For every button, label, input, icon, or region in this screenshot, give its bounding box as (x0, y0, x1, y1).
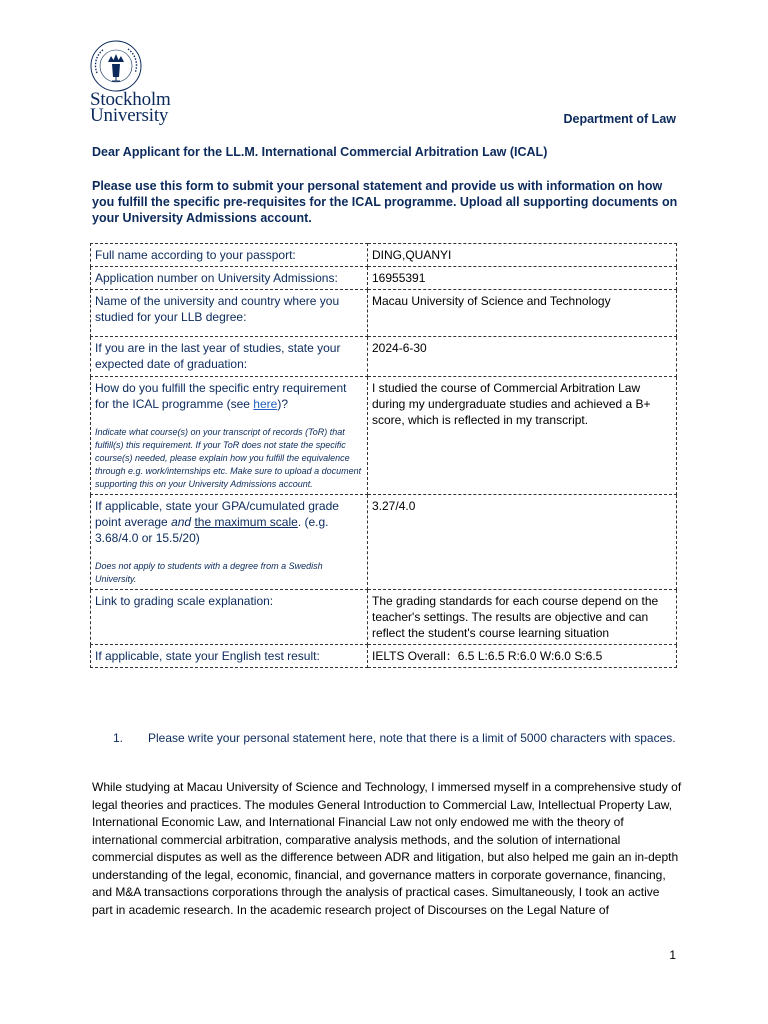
form-question: Name of the university and country where you studied for your LLB degree: (91, 290, 368, 337)
table-row (91, 267, 677, 290)
department-label: Department of Law (563, 112, 676, 126)
table-row (91, 590, 677, 645)
personal-statement-text: While studying at Macau University of Science and Technology, I immersed myself in a comprehensive study of legal theories and practices. The modules General Introduction to Commercial Law, Intellectual Property Law, International Economic Law, and International Financial Law not only endowed me with the theory of international commercial arbitration, comparative analysis methods, and the solution of international commercial disputes as well as the difference between ADR and litigation, but also helped me gain an in-depth understanding of the legal, economic, financial, and governance matters in corporate governance, financing, and M&A transactions corporations through the analysis of practical cases. Simultaneously, I took an active part in academic research. In the academic research project of Discourses on the Legal Nature of (92, 780, 682, 917)
form-question: Application number on University Admissions: (91, 267, 368, 290)
form-answer: Macau University of Science and Technology (368, 290, 677, 337)
university-name-wordmark: Stockholm University (90, 89, 171, 126)
form-answer: 2024-6-30 (368, 337, 677, 377)
entry-requirement-note: Indicate what course(s) on your transcript of records (ToR) that fulfill(s) this requirement. If your ToR does not state the specific course(s) needed, please explain how you fulfill the equivalence through e.g. work/internships etc. Make sure to upload a document supporting this on your University Admissions account. (95, 427, 362, 489)
form-question: If you are in the last year of studies, state your expected date of graduation: (91, 337, 368, 377)
page-number: 1 (669, 948, 676, 962)
entry-requirement-question: How do you fulfill the specific entry requirement for the ICAL programme (see here)? Indicate what course(s) on your transcript of records (ToR) that fulfill(s) this requirement. If your ToR does not state the specific course(s) needed, please explain how you fulfill the equivalence through e.g. work/internships etc. Make sure to upload a document supporting this on your University Admissions account. (91, 377, 368, 495)
form-answer: DING,QUANYI (368, 244, 677, 267)
table-row (91, 377, 677, 495)
table-row (91, 337, 677, 377)
table-row (91, 290, 677, 337)
form-question: Full name according to your passport: (91, 244, 368, 267)
gpa-note: Does not apply to students with a degree from a Swedish University. (95, 561, 323, 584)
list-number: 1. (113, 731, 124, 745)
gpa-question: If applicable, state your GPA/cumulated grade point average and the maximum scale. (e.g. 3.68/4.0 or 15.5/20) Does not apply to students with a degree from a Swedish University. (91, 495, 368, 590)
form-answer: I studied the course of Commercial Arbitration Law during my undergraduate studies and achieved a B+ score, which is reflected in my transcript. (368, 377, 677, 495)
intro-instructions: Please use this form to submit your personal statement and provide us with information on how you fulfill the specific pre-requisites for the ICAL programme. Upload all supporting documents on your University Admissions account. (92, 179, 678, 225)
university-seal-icon (90, 40, 142, 92)
list-item: Please write your personal statement here, note that there is a limit of 5000 characters with spaces. (148, 731, 676, 745)
form-question: If applicable, state your English test result: (91, 645, 368, 668)
greeting-heading: Dear Applicant for the LL.M. International Commercial Arbitration Law (ICAL) (92, 145, 548, 159)
form-answer: IELTS Overall：6.5 L:6.5 R:6.0 W:6.0 S:6.5 (368, 645, 677, 668)
entry-requirement-link[interactable]: here (253, 397, 278, 411)
form-answer: The grading standards for each course depend on the teacher's settings. The results are objective and can reflect the student's course learning situation (368, 590, 677, 645)
table-row (91, 645, 677, 668)
table-row (91, 495, 677, 590)
statement-instruction (113, 730, 678, 746)
form-question: Link to grading scale explanation: (91, 590, 368, 645)
form-answer: 3.27/4.0 (368, 495, 677, 590)
table-row (91, 244, 677, 267)
application-form-table (90, 243, 677, 668)
form-answer: 16955391 (368, 267, 677, 290)
